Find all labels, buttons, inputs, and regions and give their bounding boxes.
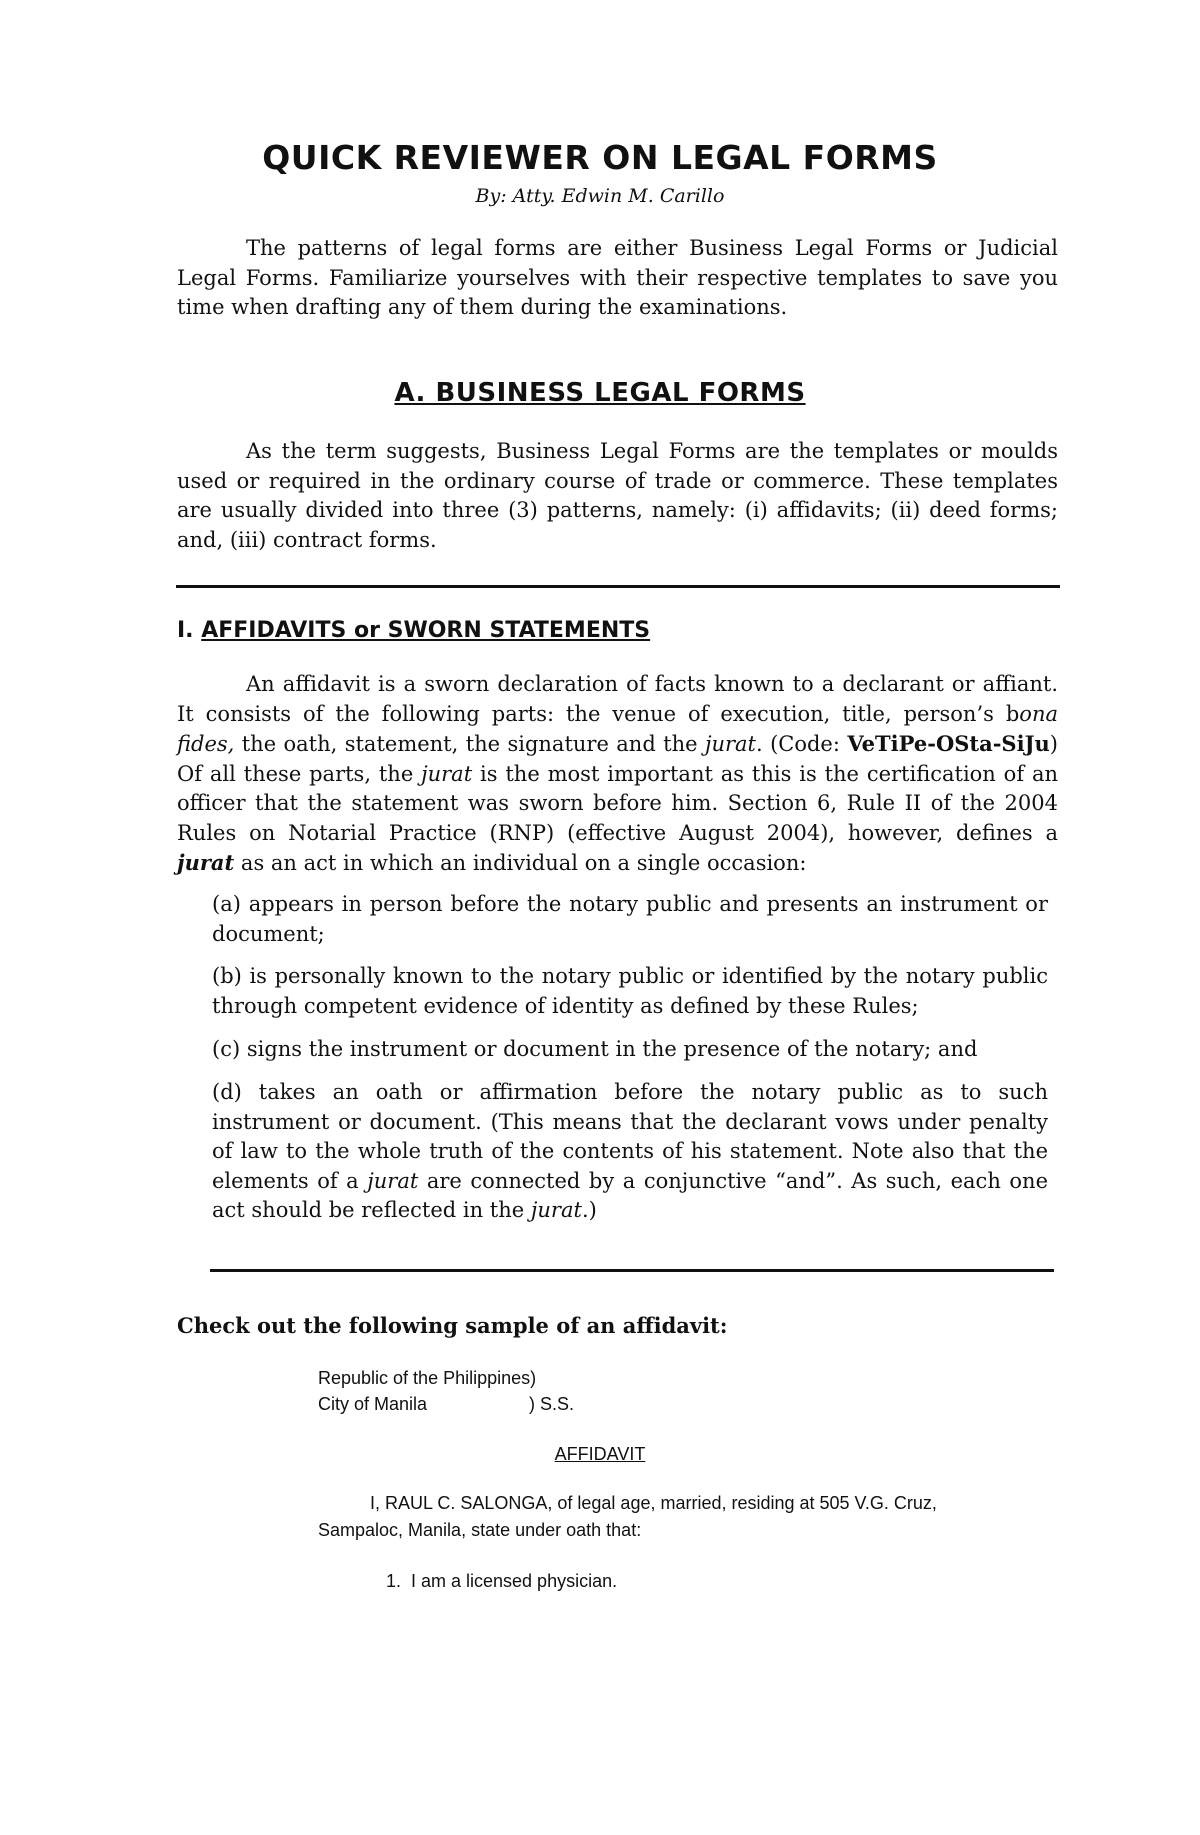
document-title: QUICK REVIEWER ON LEGAL FORMS — [262, 138, 938, 177]
intro-text: The patterns of legal forms are either Business Legal Forms or Judicial Legal Forms. Familiarize yourselves with their respective templates to save you time when drafting any of them during the examinations. — [177, 236, 1058, 319]
list-item: (c) signs the instrument or document in the presence of the notary; and — [212, 1037, 978, 1061]
affidavit-item-number: 1. — [386, 1571, 402, 1591]
list-item: (b) is personally known to the notary public or identified by the notary public through competent evidence of identity as defined by these Rules; — [212, 964, 1048, 1018]
definition-text-3: . (Code: — [756, 732, 848, 756]
item-d-text-2: are connected by a conjunctive “and”. As such, each one act should be reflected in the — [212, 1168, 1048, 1222]
jurat-bold-italic: jurat — [177, 850, 235, 875]
intro-paragraph — [177, 234, 1058, 323]
list-item: (a) appears in person before the notary public and presents an instrument or document; — [212, 892, 1048, 946]
jurat-italic-2: jurat — [421, 761, 473, 786]
venue-ss: ) S.S. — [529, 1394, 575, 1414]
definition-text-6: as an act in which an individual on a single occasion: — [234, 851, 807, 875]
affidavit-list-item — [386, 1571, 617, 1592]
affidavit-title: AFFIDAVIT — [554, 1444, 646, 1464]
definition-text-2: the oath, statement, the signature and the — [234, 732, 705, 756]
bona-fides-b: b — [1005, 701, 1020, 726]
bona-fides-italic: ona fides, — [177, 701, 1058, 756]
section-a-heading: A. BUSINESS LEGAL FORMS — [394, 378, 806, 408]
section-i-prefix: I. — [177, 618, 202, 643]
venue-line-country: Republic of the Philippines) — [318, 1368, 537, 1388]
affidavit-body-text: I, RAUL C. SALONGA, of legal age, married, residing at 505 V.G. Cruz, Sampaloc, Manila, state under oath that: — [318, 1493, 937, 1540]
horizontal-rule — [210, 1269, 1054, 1272]
item-d-jurat-italic: jurat — [367, 1168, 419, 1193]
affidavit-definition-paragraph — [177, 670, 1058, 879]
mnemonic-code: VeTiPe-OSta-SiJu — [847, 731, 1050, 756]
definition-text-1: An affidavit is a sworn declaration of facts known to a declarant or affiant. It consists of the following parts: the venue of execution, title, person’s — [177, 672, 1058, 726]
horizontal-rule — [176, 585, 1060, 588]
affidavit-body — [318, 1490, 978, 1544]
affidavit-item-text: I am a licensed physician. — [411, 1571, 618, 1591]
definition-text-4: ) Of all these parts, the — [177, 732, 1058, 786]
list-item — [212, 1078, 1048, 1226]
item-d-text-1: (d) takes an oath or affirmation before the notary public as to such instrument or document. (This means that the declarant vows under penalty of law to the whole truth of the contents of his statement. Note also that the elements of a — [212, 1080, 1048, 1193]
item-d-text-3: .) — [581, 1198, 597, 1222]
section-i-heading — [177, 618, 650, 643]
section-a-paragraph — [177, 437, 1058, 555]
section-a-text: As the term suggests, Business Legal Forms are the templates or moulds used or required in the ordinary course of trade or commerce. These templates are usually divided into three (3) patterns, namely: (i) affidavits; (ii) deed forms; and, (iii) contract forms. — [177, 439, 1058, 552]
venue-line-city: City of Manila — [318, 1394, 428, 1414]
definition-text-5: is the most important as this is the certification of an officer that the statement was sworn before him. Section 6, Rule II of the 2004 Rules on Notarial Practice (RNP) (effective August 2004), however, defines a — [177, 761, 1058, 845]
jurat-italic-1: jurat — [704, 732, 756, 756]
item-d-jurat-italic-2: jurat — [530, 1198, 582, 1222]
section-i-title: AFFIDAVITS or SWORN STATEMENTS — [201, 618, 651, 643]
author-byline: By: Atty. Edwin M. Carillo — [475, 185, 725, 207]
sample-intro: Check out the following sample of an affidavit: — [177, 1313, 728, 1338]
